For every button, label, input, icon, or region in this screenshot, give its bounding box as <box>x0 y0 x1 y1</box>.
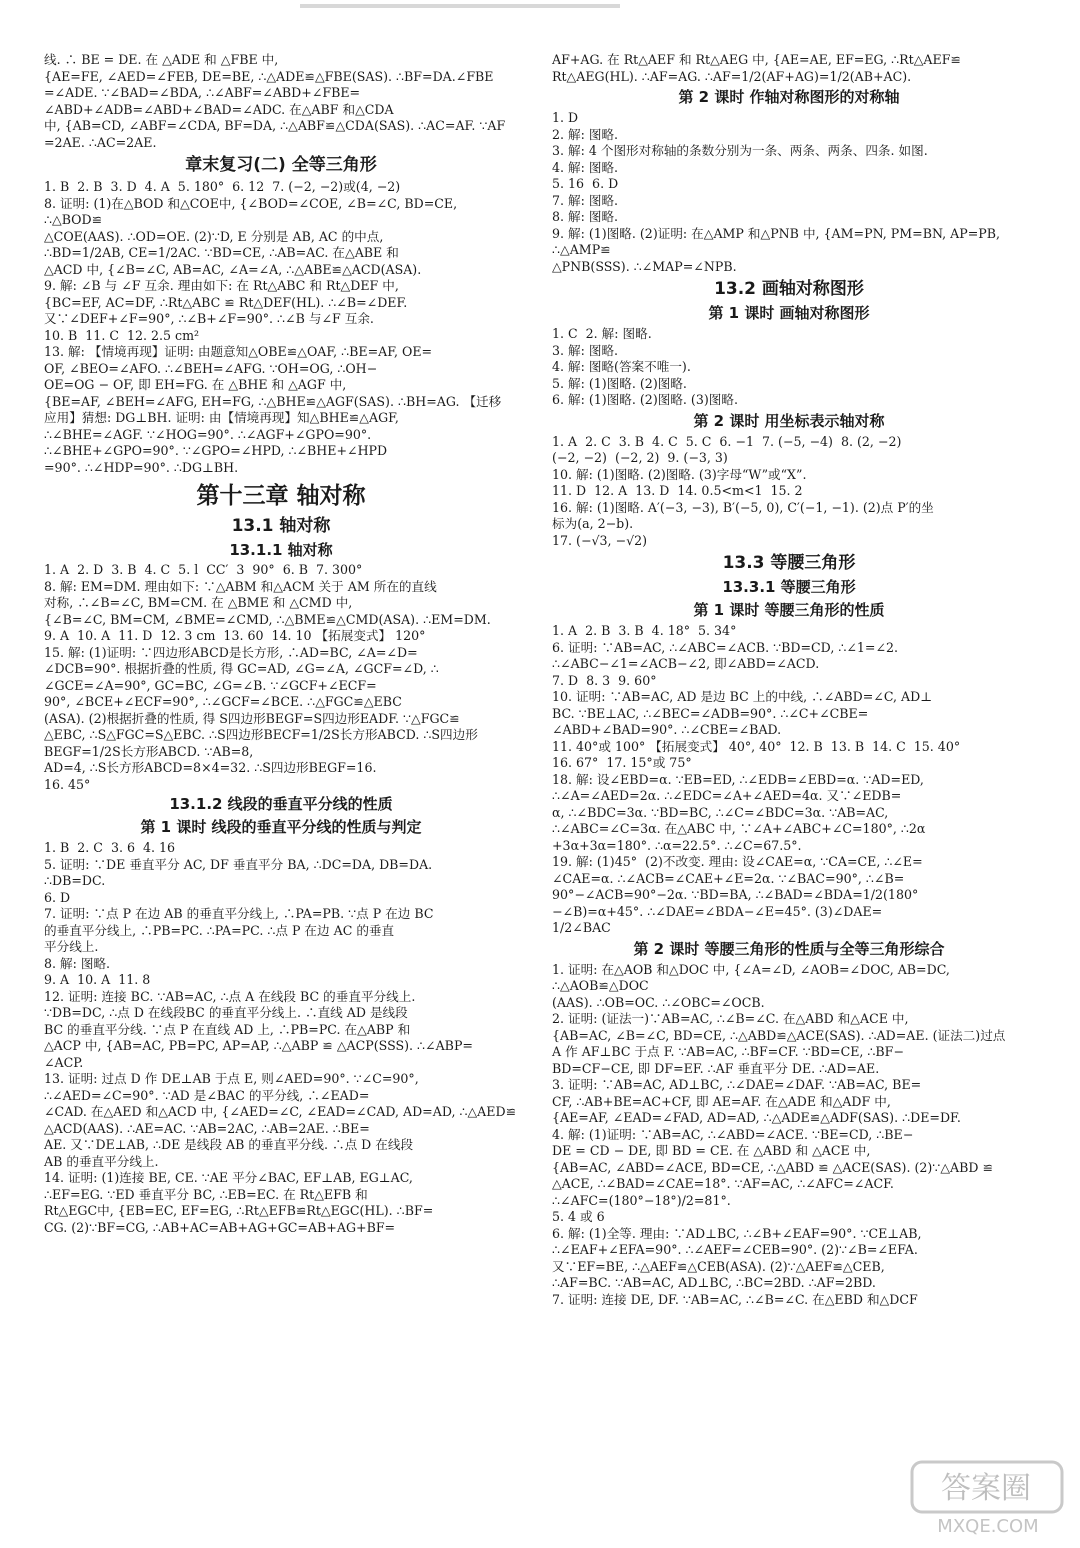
answer-line: AB 的垂直平分线上. <box>44 1153 159 1169</box>
top-scan-strip <box>300 0 620 14</box>
answer-line: ∠CAE=α. ∴∠ACB=∠CAE+∠E=2α. ∵∠BAC=90°, ∴∠B= <box>552 870 905 886</box>
answer-line: {AE=AF, ∠EAD=∠FAD, AD=AD, ∴△ADE≌△ADF(SAS). ∴DE=DF. <box>552 1110 961 1125</box>
answer-line: 19. 解: (1)45° (2)不改变. 理由: 设∠CAE=α, ∵CA=CE, ∴∠E= <box>552 854 923 869</box>
subsection-heading: 13.1.1 轴对称 <box>229 541 333 559</box>
answer-line: CG. (2)∵BF=CG, ∴AB+AC=AB+AG+GC=AB+AG+BF= <box>44 1219 396 1235</box>
answer-line: −∠B)=α+45°. ∴∠DAE=∠BDA−∠E=45°. (3)∠DAE= <box>552 903 883 919</box>
subsection-heading: 13.1.2 线段的垂直平分线的性质 <box>169 795 393 813</box>
watermark-cn: 答案圈 <box>941 1471 1031 1506</box>
answer-line: 线. ∴ BE = DE. 在 △ADE 和 △FBE 中, <box>44 52 279 67</box>
subsection-heading: 13.3.1 等腰三角形 <box>722 578 856 596</box>
answer-line: 8. 解: 图略. <box>552 209 619 224</box>
answer-line: 13. 证明: 过点 D 作 DE⊥AB 于点 E, 则∠AED=90°. ∵∠C=90°, <box>44 1071 419 1086</box>
answer-line: 12. 证明: 连接 BC. ∵AB=AC, ∴点 A 在线段 BC 的垂直平分线上. <box>44 988 416 1004</box>
answer-line: AF+AG. 在 Rt△AEF 和 Rt△AEG 中, {AE=AE, EF=EG, ∴Rt△AEF≌ <box>552 52 961 67</box>
answer-line: 1. 证明: 在△AOB 和△DOC 中, {∠A=∠D, ∠AOB=∠DOC, AB=DC, ∴△AOB≌△DOC <box>552 961 954 993</box>
answer-line: DE = CD − DE, 即 BD = CE. 在 △ABD 和 △ACE 中, <box>552 1143 871 1158</box>
answer-line: 1. D <box>552 110 579 125</box>
answer-line: BC. ∵BE⊥AC, ∴∠BEC=∠ADB=90°. ∴∠C+∠CBE= <box>552 705 869 721</box>
answer-line: ∴AF=BC. ∵AB=AC, AD⊥BC, ∴BC=2BD. ∴AF=2BD. <box>552 1275 876 1290</box>
lesson-heading: 第 2 课时 用坐标表示轴对称 <box>693 411 885 430</box>
answer-line: △ACD(AAS). ∴AE=AC. ∵AB=2AC, ∴AB=2AE. ∴BE= <box>44 1120 370 1136</box>
answer-line: 6. 证明: ∵AB=AC, ∴∠ABC=∠ACB. ∵BD=CD, ∴∠1=∠2. <box>552 639 899 655</box>
answer-line: 6. D <box>44 889 71 905</box>
answer-line: 14. 证明: (1)连接 BE, CE. ∵AE 平分∠BAC, EF⊥AB, EG⊥AC, <box>44 1170 413 1185</box>
answer-line: 16. 45° <box>44 776 91 792</box>
answer-line: ∴BD=1/2AB, CE=1/2AC. ∵BD=CE, ∴AB=AC. 在△ABE 和 <box>44 245 399 260</box>
answer-line: 对称, ∴∠B=∠C, BM=CM. 在 △BME 和 △CMD 中, <box>44 595 353 610</box>
chapter-heading: 第十三章 轴对称 <box>196 483 366 509</box>
section-heading: 13.3 等腰三角形 <box>722 553 856 573</box>
answer-line: ∵DB=DC, ∴点 D 在线段BC 的垂直平分线上. ∴直线 AD 是线段 <box>44 1005 408 1020</box>
answer-line: 3. 证明: ∵AB=AC, AD⊥BC, ∴∠DAE=∠DAF. ∵AB=AC, BE= <box>552 1077 922 1092</box>
answer-line: ∠CAD. 在△AED 和△ACD 中, {∠AED=∠C, ∠EAD=∠CAD, AD=AD, ∴△AED≌ <box>44 1104 517 1119</box>
answer-line: 1. A 2. C 3. B 4. C 5. C 6. −1 7. (−5, −4) 8. (2, −2) <box>552 433 902 449</box>
answer-line: {AE=FE, ∠AED=∠FEB, DE=BE, ∴△ADE≌△FBE(SAS). ∴BF=DA.∠FBE <box>44 68 494 84</box>
answer-line: 又∵∠DEF+∠F=90°, ∴∠B+∠F=90°. ∴∠B 与∠F 互余. <box>44 311 374 326</box>
answer-line: ∴∠A=∠AED=2α. ∴∠EDC=∠A+∠AED=4α. 又∵∠EDB= <box>552 788 902 803</box>
answer-line: 平分线上. <box>44 939 99 954</box>
right-column <box>552 52 1026 1308</box>
answer-line: 5. 证明: ∵DE 垂直平分 AC, DF 垂直平分 BA, ∴DC=DA, DB=DA. <box>44 856 433 872</box>
answer-line: 13. 解: 【情境再现】证明: 由题意知△OBE≌△OAF, ∴BE=AF, OE= <box>44 344 433 359</box>
answer-line: 17. (−√3, −√2) <box>552 532 648 548</box>
answer-line: α, ∴∠BDC=3α. ∵BD=BC, ∴∠C=∠BDC=3α. ∵AB=AC, <box>552 804 889 820</box>
answer-line: ∴∠ABC−∠1=∠ACB−∠2, 即∠ABD=∠ACD. <box>552 656 820 671</box>
answer-line: 2. 解: 图略. <box>552 126 619 142</box>
answer-line: 7. D 8. 3 9. 60° <box>552 672 657 688</box>
answer-line: CF, ∴AB+BE=AC+CF, 即 AE=AF. 在△ADE 和△ADF 中, <box>552 1093 891 1109</box>
answer-line: ∴∠BHE+∠GPO=90°. ∵∠GPO=∠HPD, ∴∠BHE+∠HPD <box>44 443 388 458</box>
answer-line: =2AE. ∴AC=2AE. <box>44 134 157 150</box>
answer-line: ∴DB=DC. <box>44 873 106 888</box>
answer-line: ∴∠EAF+∠EFA=90°. ∴∠AEF=∠CEB=90°. (2)∵∠B=∠EFA. <box>552 1242 918 1257</box>
answer-line: 10. 证明: ∵AB=AC, AD 是边 BC 上的中线, ∴∠ABD=∠C, AD⊥ <box>552 689 933 704</box>
answer-line: 1. B 2. C 3. 6 4. 16 <box>44 840 176 855</box>
answer-line: ∠ABD+∠BAD=90°. ∴∠CBE=∠BAD. <box>552 722 782 737</box>
answer-line: ∴∠BHE=∠AGF. ∵∠HOG=90°. ∴∠AGF+∠GPO=90°. <box>44 426 372 442</box>
lesson-heading: 第 2 课时 作轴对称图形的对称轴 <box>678 88 900 106</box>
section-heading: 13.2 画轴对称图形 <box>714 279 864 299</box>
answer-line: 9. 解: ∠B 与 ∠F 互余. 理由如下: 在 Rt△ABC 和 Rt△DEF 中, <box>44 278 399 293</box>
answer-line: BC 的垂直平分线. ∵点 P 在直线 AD 上, ∴PB=PC. 在△ABP 和 <box>44 1021 411 1037</box>
answer-line: ∠ACP. <box>44 1054 84 1070</box>
answer-line: (AAS). ∴OB=OC. ∴∠OBC=∠OCB. <box>552 994 765 1010</box>
answer-line: AD=4, ∴S长方形ABCD=8×4=32. ∴S四边形BEGF=16. <box>44 760 377 775</box>
answer-line: 1/2∠BAC <box>552 920 611 935</box>
answer-line: 90°, ∠BCE+∠ECF=90°, ∴∠GCF=∠BCE. ∴△FGC≌△EBC <box>44 694 402 709</box>
answer-line: ∠ABD+∠ADB=∠ABD+∠BAD=∠ADC. 在△ABF 和△CDA <box>44 101 394 117</box>
answer-line: 8. 解: 图略. <box>44 955 111 971</box>
answer-line: 7. 解: 图略. <box>552 192 619 208</box>
answer-line: 6. 解: (1)全等. 理由: ∵AD⊥BC, ∴∠B+∠EAF=90°. ∵CE⊥AB, <box>552 1225 922 1241</box>
answer-line: 8. 证明: (1)在△BOD 和△COE中, {∠BOD=∠COE, ∠B=∠C, BD=CE, ∴△BOD≌ <box>44 195 462 227</box>
answer-line: =90°. ∴∠HDP=90°. ∴DG⊥BH. <box>44 459 239 475</box>
answer-line: ∠DCB=90°. 根据折叠的性质, 得 GC=AD, ∠G=∠A, ∠GCF=∠D, ∴ <box>44 661 439 676</box>
answer-line: (ASA). (2)根据折叠的性质, 得 S四边形BEGF=S四边形EADF. ∵△FGC≌ <box>44 710 460 726</box>
answer-line: 4. 解: (1)证明: ∵AB=AC, ∴∠ABD=∠ACE. ∵BE=CD, ∴BE− <box>552 1126 914 1142</box>
watermark-logo <box>908 1458 1068 1538</box>
answer-line: {AB=AC, ∠ABD=∠ACE, BD=CE, ∴△ABD ≌ △ACE(SAS). (2)∵△ABD ≌ <box>552 1159 994 1175</box>
answer-line: ∴∠AED=∠C=90°. ∵AD 是∠BAC 的平分线, ∴∠EAD= <box>44 1087 370 1103</box>
answer-line: 16. 解: (1)图略. A′(−3, −3), B′(−5, 0), C′(−1, −1). (2)点 P′的坐 <box>552 499 934 515</box>
answer-line: =∠ADE. ∵∠BAD=∠BDA, ∴∠ABF=∠ABD+∠FBE= <box>44 85 361 100</box>
answer-line: 5. 16 6. D <box>552 176 619 191</box>
answer-line: 9. A 10. A 11. D 12. 3 cm 13. 60 14. 10 【拓展变式】 120° <box>44 628 426 643</box>
answer-line: 8. 解: EM=DM. 理由如下: ∵△ABM 和△ACM 关于 AM 所在的直线 <box>44 578 437 594</box>
answer-line: ∴EF=EG. ∵ED 垂直平分 BC, ∴EB=EC. 在 Rt△EFB 和 <box>44 1186 368 1202</box>
answer-line: 90°−∠ACB=90°−2α. ∵BD=BA, ∴∠BAD=∠BDA=1/2(180° <box>552 887 919 902</box>
answer-line: 应用】猜想: DG⊥BH. 证明: 由【情境再现】知△BHE≌△AGF, <box>44 410 399 425</box>
lesson-heading: 第 1 课时 画轴对称图形 <box>708 304 870 322</box>
answer-line: AE. 又∵DE⊥AB, ∴DE 是线段 AB 的垂直平分线. ∴点 D 在线段 <box>44 1137 414 1152</box>
answer-line: 6. 解: (1)图略. (2)图略. (3)图略. <box>552 392 738 407</box>
answer-line: A 作 AF⊥BC 于点 F. ∵AB=AC, ∴BF=CF. ∵BD=CE, ∴BF− <box>552 1044 904 1059</box>
watermark-site: MXQE.COM <box>937 1516 1039 1537</box>
answer-line: 11. 40°或 100° 【拓展变式】 40°, 40° 12. B 13. B 14. C 15. 40° <box>552 738 961 754</box>
answer-line: 1. A 2. B 3. B 4. 18° 5. 34° <box>552 623 737 638</box>
answer-line: +3α+3α=180°. ∴α=22.5°. ∴∠C=67.5°. <box>552 837 802 853</box>
answer-line: 11. D 12. A 13. D 14. 0.5<m<1 15. 2 <box>552 483 803 498</box>
answer-line: {AB=AC, ∠B=∠C, BD=CE, ∴△ABD≌△ACE(SAS). ∴AD=AE. (证法二)过点 <box>552 1027 1006 1043</box>
answer-line: 15. 解: (1)证明: ∵四边形ABCD是长方形, ∴AD=BC, ∠A=∠D= <box>44 644 418 660</box>
answer-line: 1. A 2. D 3. B 4. C 5. l CC′ 3 90° 6. B 7. 300° <box>44 562 363 577</box>
answer-line: 1. B 2. B 3. D 4. A 5. 180° 6. 12 7. (−2, −2)或(4, −2) <box>44 179 401 194</box>
section-heading: 13.1 轴对称 <box>231 516 331 536</box>
answer-line: Rt△EGC中, {EB=EC, EF=EG, ∴Rt△EFB≌Rt△EGC(HL). ∴BF= <box>44 1203 434 1218</box>
section-heading: 章末复习(二) 全等三角形 <box>185 155 377 175</box>
answer-line: 10. 解: (1)图略. (2)图略. (3)字母“W”或“X”. <box>552 466 807 482</box>
answer-line: 又∵EF=BE, ∴△AEF≌△CEB(ASA). (2)∵△AEF≌△CEB, <box>552 1258 885 1274</box>
answer-line: {BC=EF, AC=DF, ∴Rt△ABC ≌ Rt△DEF(HL). ∴∠B=∠DEF. <box>44 294 408 310</box>
answer-line: (−2, −2) (−2, 2) 9. (−3, 3) <box>552 450 728 465</box>
answer-line: 7. 证明: 连接 DE, DF. ∵AB=AC, ∴∠B=∠C. 在△EBD 和△DCF <box>552 1291 918 1307</box>
answer-line: ∴∠AFC=(180°−18°)/2=81°. <box>552 1192 731 1208</box>
answer-line: 18. 解: 设∠EBD=α. ∵EB=ED, ∴∠EDB=∠EBD=α. ∵AD=ED, <box>552 771 924 787</box>
lesson-heading: 第 2 课时 等腰三角形的性质与全等三角形综合 <box>633 939 945 958</box>
answer-line: OE=OG − OF, 即 EH=FG. 在 △BHE 和 △AGF 中, <box>44 377 347 392</box>
answer-line: OF, ∠BEO=∠AFO. ∴∠BEH=∠AFG. ∵OH=OG, ∴OH− <box>44 360 378 376</box>
answer-line: ∴∠ABC=∠C=3α. 在△ABC 中, ∵∠A+∠ABC+∠C=180°, ∴2α <box>552 821 926 836</box>
answer-line: 的垂直平分线上, ∴PB=PC. ∴PA=PC. ∴点 P 在边 AC 的垂直 <box>44 922 395 938</box>
answer-line: △PNB(SSS). ∴∠MAP=∠NPB. <box>552 258 737 274</box>
answer-line: {∠B=∠C, BM=CM, ∠BME=∠CMD, ∴△BME≌△CMD(ASA). ∴EM=DM. <box>44 611 491 627</box>
answer-line: 9. A 10. A 11. 8 <box>44 972 151 987</box>
answer-line: 2. 证明: (证法一)∵AB=AC, ∴∠B=∠C. 在△ABD 和△ACE 中, <box>552 1011 909 1026</box>
left-column <box>44 52 518 1236</box>
answer-line: {BE=AF, ∠BEH=∠AFG, EH=FG, ∴△BHE≌△AGF(SAS). ∴BH=AG. 【迁移 <box>44 393 502 409</box>
answer-line: ∠GCE=∠A=90°, GC=BC, ∠G=∠B. ∵∠GCF+∠ECF= <box>44 677 377 693</box>
answer-line: 5. 解: (1)图略. (2)图略. <box>552 375 687 391</box>
answer-line: 中, {AB=CD, ∠ABF=∠CDA, BF=DA, ∴△ABF≌△CDA(SAS). ∴AC=AF. ∵AF <box>44 118 506 133</box>
lesson-heading: 第 1 课时 线段的垂直平分线的性质与判定 <box>140 818 422 836</box>
answer-line: 3. 解: 图略. <box>552 342 619 358</box>
answer-line: 4. 解: 图略(答案不唯一). <box>552 359 691 374</box>
answer-line: △ACP 中, {AB=AC, PB=PC, AP=AP, ∴△ABP ≌ △ACP(SSS). ∴∠ABP= <box>44 1038 473 1053</box>
answer-line: 9. 解: (1)图略. (2)证明: 在△AMP 和△PNB 中, {AM=PN, PM=BN, AP=PB, ∴△AMP≌ <box>552 225 1005 257</box>
answer-line: 5. 4 或 6 <box>552 1209 605 1224</box>
answer-line: △ACE, ∴∠BAD=∠CAE=18°. ∵AF=AC, ∴∠AFC=∠ACF. <box>552 1176 894 1191</box>
answer-line: △EBC, ∴S△FGC=S△EBC. ∴S四边形BECF=1/2S长方形ABCD. ∴S四边形BEGF=1/2S长方形ABCD. ∵AB=8, <box>44 727 478 759</box>
answer-line: BD=CF−CE, 即 DF=EF. ∴AF 垂直平分 DE. ∴AD=AE. <box>552 1060 880 1076</box>
answer-line: 标为(a, 2−b). <box>552 516 634 531</box>
lesson-heading: 第 1 课时 等腰三角形的性质 <box>693 601 885 619</box>
answer-line: △COE(AAS). ∴OD=OE. (2)∵D, E 分别是 AB, AC 的中点, <box>44 228 384 244</box>
answer-line: Rt△AEG(HL). ∴AF=AG. ∴AF=1/2(AF+AG)=1/2(AB+AC). <box>552 68 912 84</box>
answer-line: 10. B 11. C 12. 2.5 cm² <box>44 327 200 343</box>
watermark-icon <box>908 1458 1068 1538</box>
answer-line: 1. C 2. 解: 图略. <box>552 326 652 341</box>
answer-line: 7. 证明: ∵点 P 在边 AB 的垂直平分线上, ∴PA=PB. ∵点 P 在边 BC <box>44 906 434 921</box>
answer-line: 3. 解: 4 个图形对称轴的条数分别为一条、两条、两条、四条. 如图. <box>552 143 928 158</box>
answer-line: 4. 解: 图略. <box>552 159 619 175</box>
answer-line: △ACD 中, {∠B=∠C, AB=AC, ∠A=∠A, ∴△ABE≌△ACD(ASA). <box>44 261 422 277</box>
answer-line: 16. 67° 17. 15°或 75° <box>552 755 692 770</box>
